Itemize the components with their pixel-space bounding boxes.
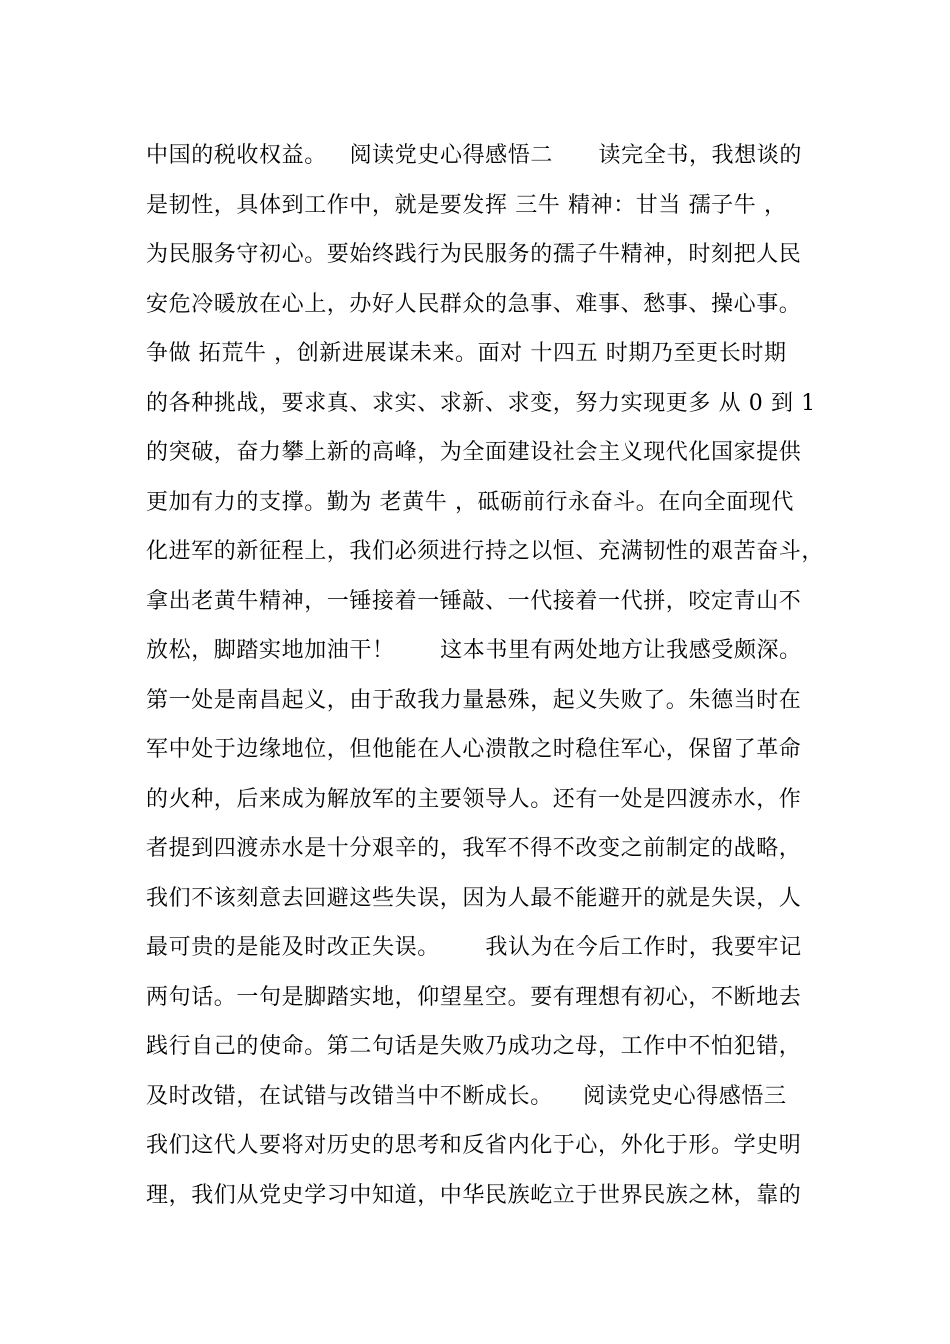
text-line: 者提到四渡赤水是十分艰辛的，我军不得不改变之前制定的战略，: [146, 836, 802, 861]
text-line: 的各种挑战，要求真、求实、求新、求变，努力实现更多 从 0 到 1: [146, 390, 816, 416]
text-line: 第一处是南昌起义，由于敌我力量悬殊，起义失败了。朱德当时在: [146, 687, 802, 713]
text-line: 的火种，后来成为解放军的主要领导人。还有一处是四渡赤水，作: [146, 786, 802, 812]
text-line: 最可贵的是能及时改正失误。 我认为在今后工作时，我要牢记: [146, 935, 802, 960]
text-line: 及时改错，在试错与改错当中不断成长。 阅读党史心得感悟三: [146, 1083, 787, 1109]
text-line: 拿出老黄牛精神，一锤接着一锤敲、一代接着一代拼，咬定青山不: [146, 588, 802, 614]
text-line: 两句话。一句是脚踏实地，仰望星空。要有理想有初心，不断地去: [146, 984, 802, 1010]
text-line: 军中处于边缘地位，但他能在人心溃散之时稳住军心，保留了革命: [146, 737, 802, 762]
text-line: 放松，脚踏实地加油干！ 这本书里有两处地方让我感受颇深。: [146, 638, 802, 663]
text-line: 我们不该刻意去回避这些失误，因为人最不能避开的就是失误，人: [146, 885, 802, 911]
text-line: 的突破，奋力攀上新的高峰，为全面建设社会主义现代化国家提供: [146, 440, 802, 465]
text-line: 践行自己的使命。第二句话是失败乃成功之母，工作中不怕犯错，: [146, 1034, 802, 1059]
body-text: [146, 131, 836, 1220]
text-line: 理，我们从党史学习中知道，中华民族屹立于世界民族之林，靠的: [146, 1182, 802, 1208]
text-line: 中国的税收权益。 阅读党史心得感悟二 读完全书，我想谈的: [146, 143, 802, 168]
text-line: 为民服务守初心。要始终践行为民服务的孺子牛精神，时刻把人民: [146, 242, 802, 267]
text-line: 化进军的新征程上，我们必须进行持之以恒、充满韧性的艰苦奋斗，: [146, 539, 825, 564]
text-line: 我们这代人要将对历史的思考和反省内化于心，外化于形。学史明: [146, 1133, 802, 1158]
text-line: 是韧性，具体到工作中，就是要发挥 三牛 精神：甘当 孺子牛 ，: [146, 192, 787, 218]
text-line: 更加有力的支撑。勤为 老黄牛 ，砥砺前行永奋斗。在向全面现代: [146, 489, 794, 515]
text-line: 争做 拓荒牛 ，创新进展谋未来。面对 十四五 时期乃至更长时期: [146, 341, 787, 366]
text-line: 安危冷暖放在心上，办好人民群众的急事、难事、愁事、操心事。: [146, 291, 802, 317]
